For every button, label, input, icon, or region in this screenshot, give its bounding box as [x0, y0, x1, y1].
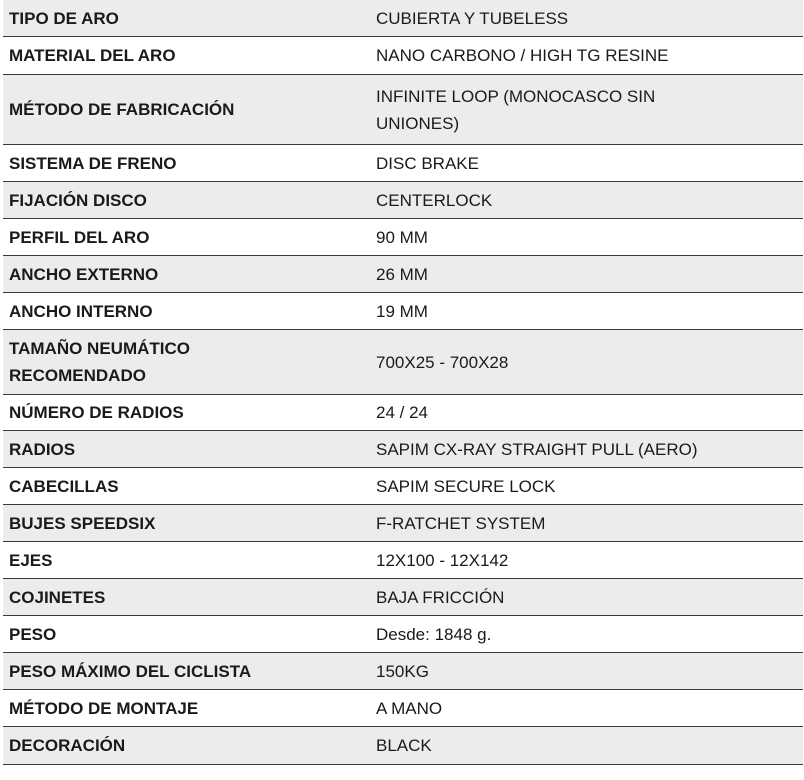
- spec-row: [3, 653, 803, 690]
- spec-value: INFINITE LOOP (MONOCASCO SIN UNIONES): [376, 86, 656, 133]
- spec-value: 26 MM: [376, 264, 428, 284]
- spec-value: SAPIM CX-RAY STRAIGHT PULL (AERO): [376, 439, 698, 459]
- spec-label: EJES: [9, 550, 53, 570]
- spec-value: DISC BRAKE: [376, 153, 479, 173]
- spec-row: [3, 330, 803, 395]
- spec-label: NÚMERO DE RADIOS: [9, 403, 184, 422]
- spec-value: CUBIERTA Y TUBELESS: [376, 8, 569, 28]
- spec-label: PESO MÁXIMO DEL CICLISTA: [9, 661, 252, 681]
- spec-row: [3, 256, 803, 293]
- spec-label: FIJACIÓN DISCO: [9, 190, 147, 210]
- spec-value: F-RATCHET SYSTEM: [376, 513, 546, 533]
- spec-label: RADIOS: [9, 439, 76, 459]
- spec-label: ANCHO EXTERNO: [9, 264, 159, 284]
- spec-label: TAMAÑO NEUMÁTICO RECOMENDADO: [9, 339, 190, 385]
- spec-value: A MANO: [376, 698, 443, 718]
- spec-value: SAPIM SECURE LOCK: [376, 476, 556, 496]
- spec-row: [3, 505, 803, 542]
- spec-value: CENTERLOCK: [376, 190, 493, 210]
- spec-row: [3, 182, 803, 219]
- spec-label: ANCHO INTERNO: [9, 301, 153, 321]
- spec-value: Desde: 1848 g.: [376, 624, 492, 644]
- spec-value: 90 MM: [376, 227, 428, 247]
- spec-row: [3, 616, 803, 653]
- spec-row: [3, 219, 803, 256]
- spec-label: MÉTODO DE MONTAJE: [9, 698, 199, 718]
- spec-label: SISTEMA DE FRENO: [9, 153, 177, 173]
- spec-label: MATERIAL DEL ARO: [9, 46, 176, 65]
- spec-label: CABECILLAS: [9, 476, 119, 496]
- spec-value: 12X100 - 12X142: [376, 550, 509, 570]
- spec-value: BLACK: [376, 736, 432, 755]
- spec-row: [3, 75, 803, 145]
- spec-row: [3, 579, 803, 616]
- spec-row: [3, 395, 803, 431]
- spec-label: BUJES SPEEDSIX: [9, 513, 156, 533]
- spec-row: [3, 431, 803, 468]
- spec-label: MÉTODO DE FABRICACIÓN: [9, 100, 235, 119]
- spec-label: PESO: [9, 624, 57, 644]
- spec-value: 19 MM: [376, 301, 428, 321]
- spec-row: [3, 690, 803, 727]
- spec-value: NANO CARBONO / HIGH TG RESINE: [376, 46, 669, 65]
- spec-row: [3, 145, 803, 182]
- spec-row: [3, 727, 803, 765]
- spec-value: 700X25 - 700X28: [376, 352, 509, 372]
- spec-row: [3, 293, 803, 330]
- spec-table: [3, 0, 803, 765]
- spec-row: [3, 37, 803, 75]
- spec-label: PERFIL DEL ARO: [9, 227, 150, 247]
- spec-label: COJINETES: [9, 587, 106, 607]
- spec-value: 24 / 24: [376, 403, 428, 422]
- spec-row: [3, 0, 803, 37]
- spec-value: BAJA FRICCIÓN: [376, 587, 505, 607]
- spec-row: [3, 468, 803, 505]
- spec-row: [3, 542, 803, 579]
- spec-label: TIPO DE ARO: [9, 8, 119, 28]
- spec-value: 150KG: [376, 661, 429, 681]
- spec-label: DECORACIÓN: [9, 736, 126, 755]
